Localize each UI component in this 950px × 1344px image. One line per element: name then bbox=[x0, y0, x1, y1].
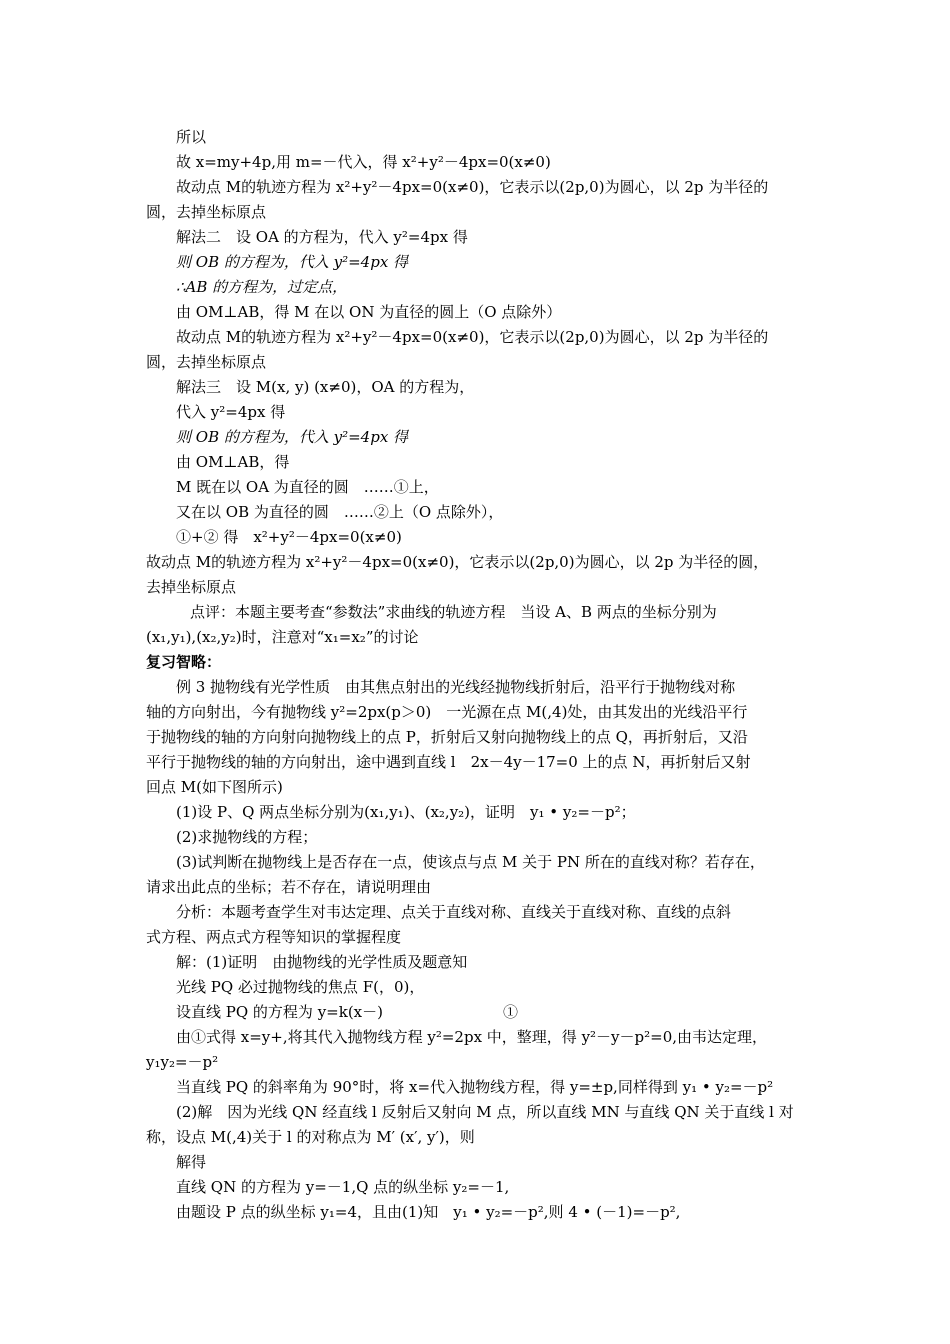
text-line: 圆，去掉坐标原点 bbox=[146, 353, 267, 371]
text-line: 圆，去掉坐标原点 bbox=[146, 203, 267, 221]
text-line: 所以 bbox=[176, 128, 207, 146]
text-line: 轴的方向射出，今有抛物线 y²=2px(p＞0) 一光源在点 M(,4)处，由其发出的光线沿平行 bbox=[146, 703, 748, 721]
text-line: (1)设 P、Q 两点坐标分别为(x₁,y₁)、(x₂,y₂)，证明 y₁ • y₂=－p²； bbox=[176, 803, 636, 821]
text-line: M 既在以 OA 为直径的圆 ……①上， bbox=[176, 478, 439, 496]
text-line: 解：(1)证明 由抛物线的光学性质及题意知 bbox=[176, 953, 468, 971]
text-line: 由题设 P 点的纵坐标 y₁=4，且由(1)知 y₁ • y₂=－p²,则 4 • (－1)=－p², bbox=[176, 1203, 681, 1221]
text-line: 解法三 设 M(x, y) (x≠0)，OA 的方程为， bbox=[176, 378, 475, 396]
text-line: 由 OM⊥AB，得 bbox=[176, 453, 290, 471]
text-line: 故动点 M的轨迹方程为 x²+y²－4px=0(x≠0)，它表示以(2p,0)为圆心，以 2p 为半径的 bbox=[176, 328, 769, 346]
text-line: 故动点 M的轨迹方程为 x²+y²－4px=0(x≠0)，它表示以(2p,0)为圆心，以 2p 为半径的圆， bbox=[146, 553, 769, 571]
text-line: 代入 y²=4px 得 bbox=[176, 403, 286, 421]
text-line: 去掉坐标原点 bbox=[146, 578, 237, 596]
text-line: 则 OB 的方程为，代入 y²=4px 得 bbox=[176, 253, 409, 271]
section-heading: 复习智略： bbox=[146, 653, 222, 671]
text-line: 光线 PQ 必过抛物线的焦点 F(，0)， bbox=[176, 978, 425, 996]
text-line: 则 OB 的方程为，代入 y²=4px 得 bbox=[176, 428, 409, 446]
text-line: (2)求抛物线的方程； bbox=[176, 828, 318, 846]
text-line: 分析：本题考查学生对韦达定理、点关于直线对称、直线关于直线对称、直线的点斜 bbox=[176, 903, 732, 921]
text-line: 由①式得 x=y+,将其代入抛物线方程 y²=2px 中，整理，得 y²－y－p²=0,由韦达定理， bbox=[176, 1028, 768, 1046]
text-line: y₁y₂=－p² bbox=[146, 1053, 219, 1071]
text-line: 例 3 抛物线有光学性质 由其焦点射出的光线经抛物线折射后，沿平行于抛物线对称 bbox=[176, 678, 736, 696]
text-line: 直线 QN 的方程为 y=－1,Q 点的纵坐标 y₂=－1, bbox=[176, 1178, 510, 1196]
text-line: 故动点 M的轨迹方程为 x²+y²－4px=0(x≠0)，它表示以(2p,0)为圆心，以 2p 为半径的 bbox=[176, 178, 769, 196]
text-line: 解法二 设 OA 的方程为，代入 y²=4px 得 bbox=[176, 228, 468, 246]
text-line: 回点 M(如下图所示) bbox=[146, 778, 283, 796]
text-line: (3)试判断在抛物线上是否存在一点，使该点与点 M 关于 PN 所在的直线对称？若存在， bbox=[176, 853, 765, 871]
text-line: 称，设点 M(,4)关于 l 的对称点为 M′ (x′, y′)，则 bbox=[146, 1128, 475, 1146]
text-line: 故 x=my+4p,用 m=－代入，得 x²+y²－4px=0(x≠0) bbox=[176, 153, 551, 171]
text-line: 又在以 OB 为直径的圆 ……②上（O 点除外）， bbox=[176, 503, 504, 521]
text-line: (x₁,y₁),(x₂,y₂)时，注意对“x₁=x₂”的讨论 bbox=[146, 628, 419, 646]
text-line: 当直线 PQ 的斜率角为 90°时，将 x=代入抛物线方程，得 y=±p,同样得到 y₁ • y₂=－p² bbox=[176, 1078, 774, 1096]
text-line: 平行于抛物线的轴的方向射出，途中遇到直线 l 2x－4y－17=0 上的点 N，再折射后又射 bbox=[146, 753, 751, 771]
text-line: (2)解 因为光线 QN 经直线 l 反射后又射向 M 点，所以直线 MN 与直线 QN 关于直线 l 对 bbox=[176, 1103, 794, 1121]
text-line: ∴AB 的方程为，过定点， bbox=[176, 278, 348, 296]
text-line: 由 OM⊥AB，得 M 在以 ON 为直径的圆上（O 点除外） bbox=[176, 303, 562, 321]
text-line: 式方程、两点式方程等知识的掌握程度 bbox=[146, 928, 402, 946]
text-line: 解得 bbox=[176, 1153, 207, 1171]
text-line: 于抛物线的轴的方向射向抛物线上的点 P，折射后又射向抛物线上的点 Q，再折射后，又沿 bbox=[146, 728, 748, 746]
text-line: 请求出此点的坐标；若不存在，请说明理由 bbox=[146, 878, 432, 896]
text-line: ①+② 得 x²+y²－4px=0(x≠0) bbox=[176, 528, 402, 546]
text-line: 点评：本题主要考查“参数法”求曲线的轨迹方程 当设 A、B 两点的坐标分别为 bbox=[190, 603, 717, 621]
text-line: 设直线 PQ 的方程为 y=k(x－) ① bbox=[176, 1003, 518, 1021]
